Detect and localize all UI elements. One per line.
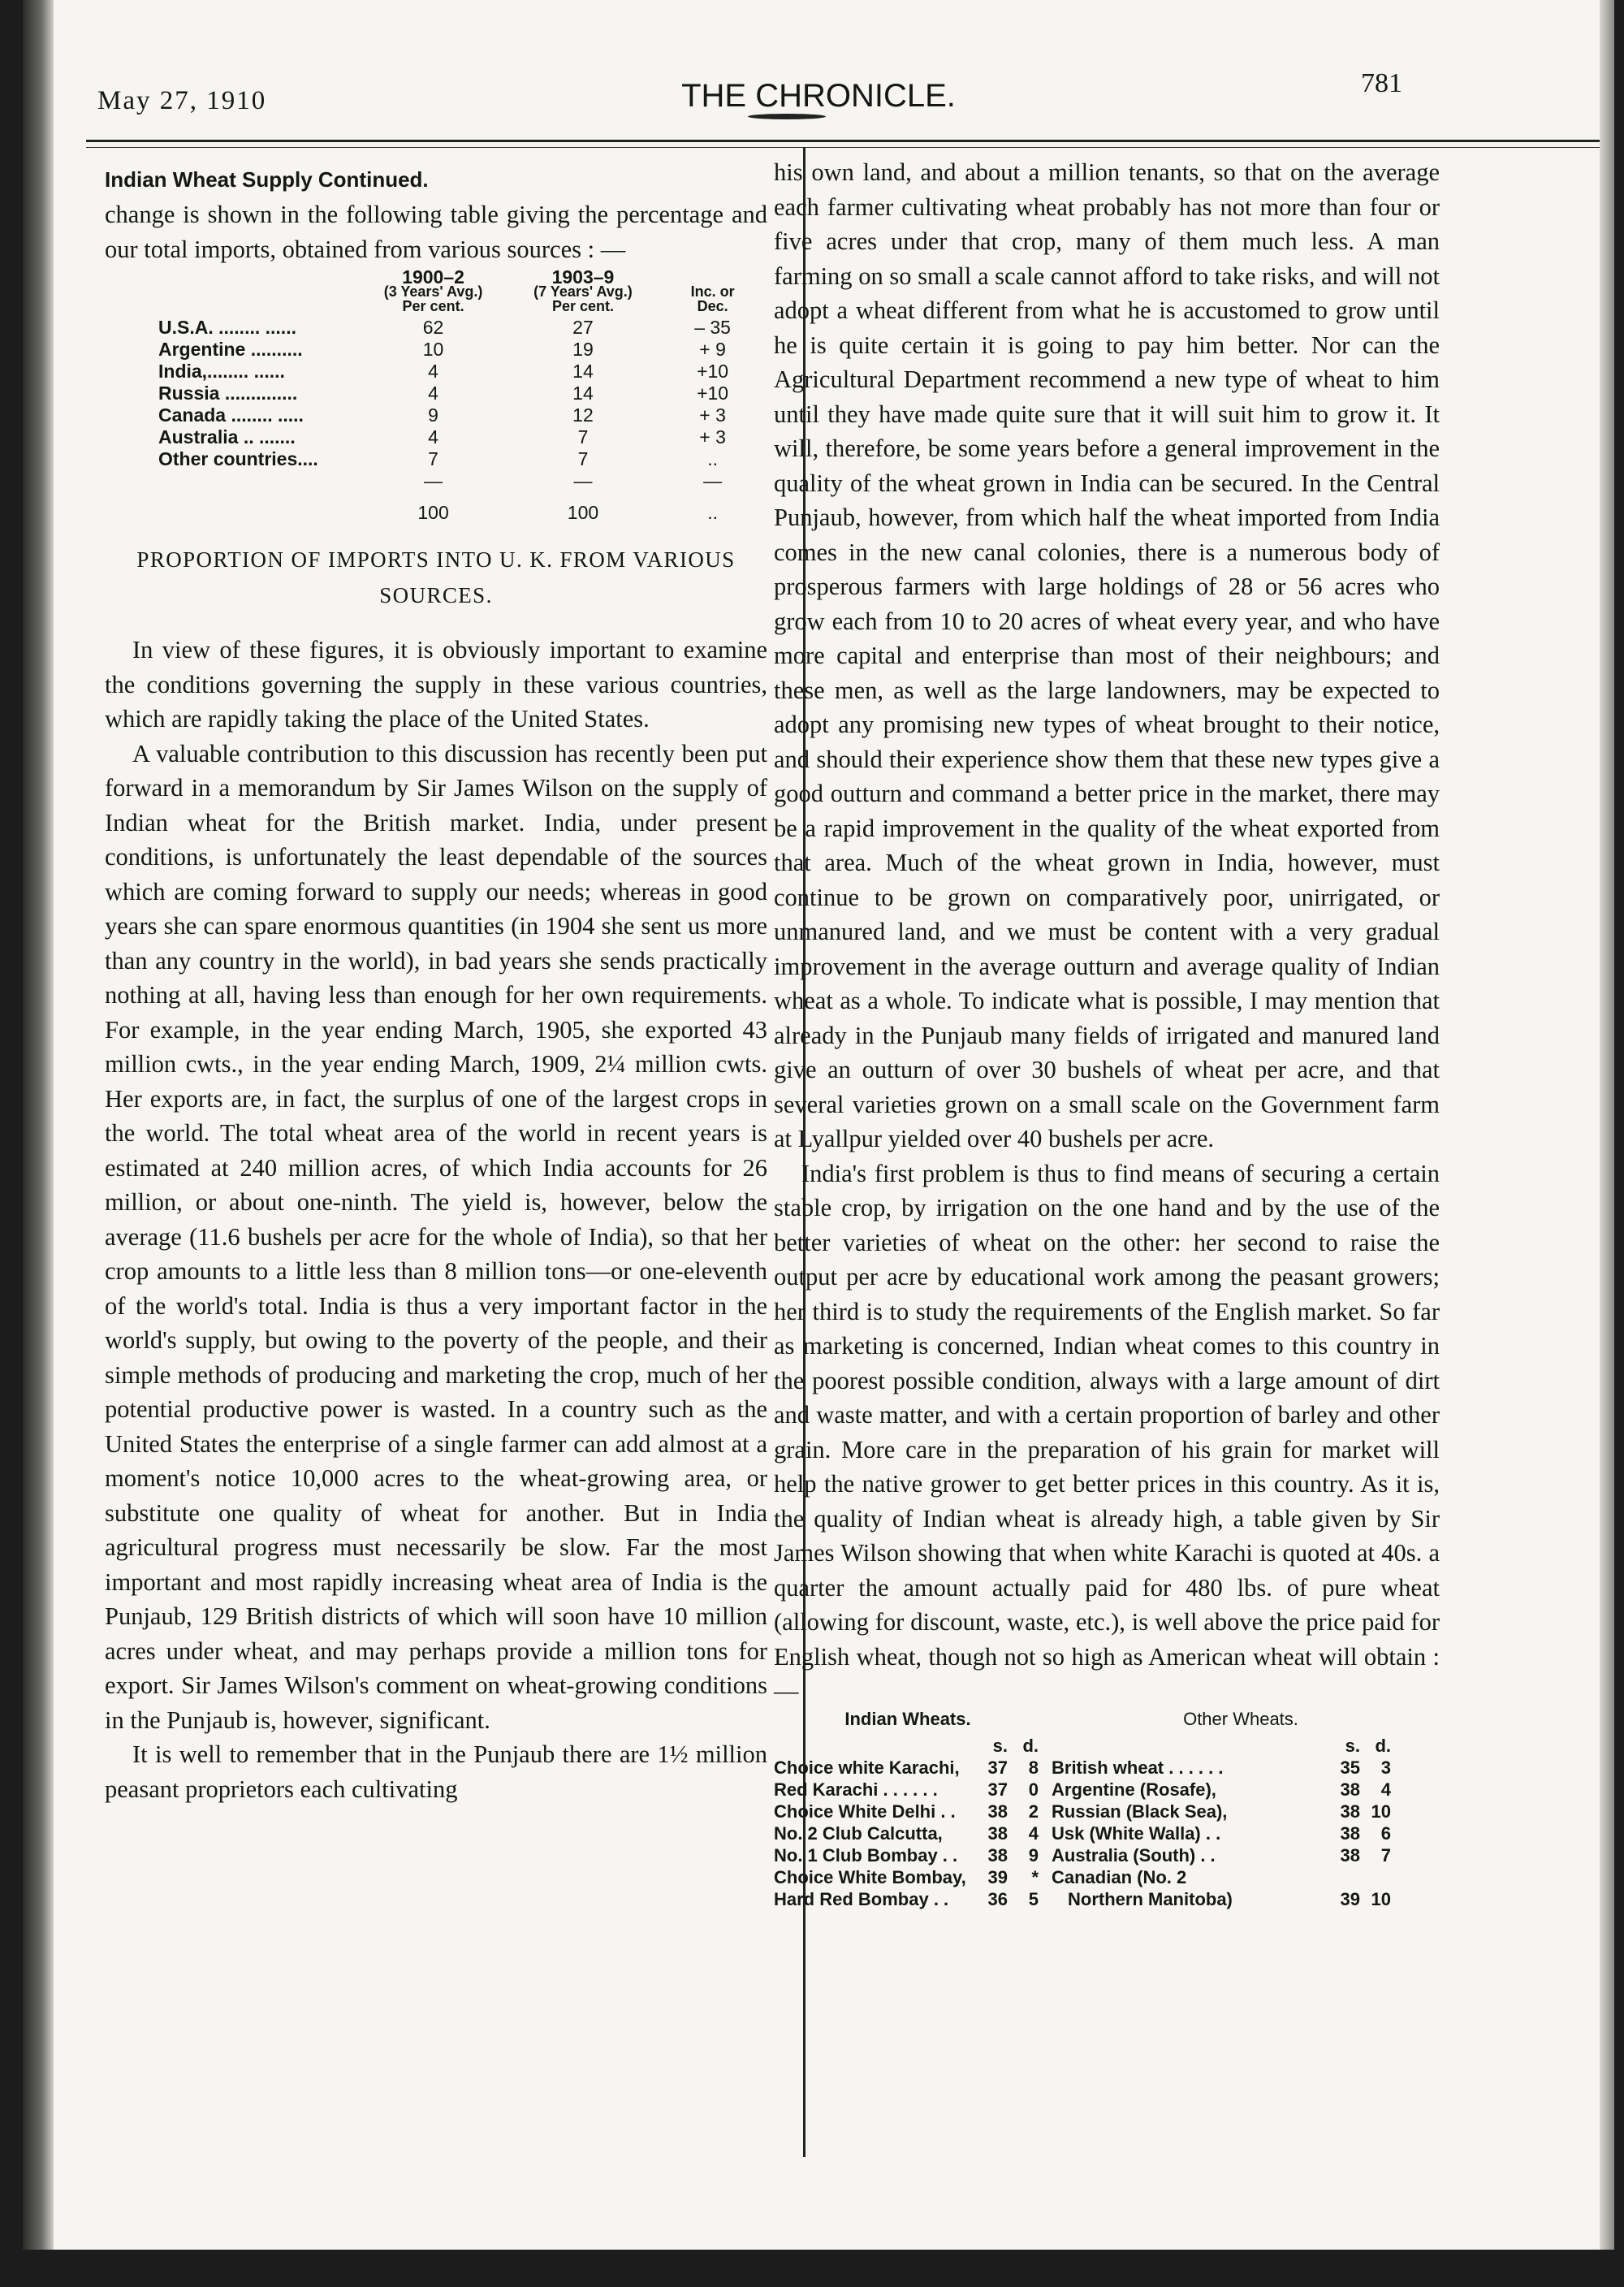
table-rule-row: — — —: [424, 470, 723, 491]
body-paragraph: India's first problem is thus to find means of securing a certain stable crop, by irrigation on the one hand and by the use of the better varieties of wheat on the other: her second to raise the output per acre by educational work among the peasant growers; her third is to study the requirements of the English market. So far as marketing is concerned, Indian wheat comes to this country in the poorest possible condition, always with a large amount of dirt and waste matter, and with a certain proportion of barley and other grain. More care in the preparation of his grain for market will help the native grower to get better prices in this country. As it is, the quality of Indian wheat is already high, a table given by Sir James Wilson showing that when white Karachi is quoted at 40s. a quarter the amount actually paid for 480 lbs. of pure wheat (allowing for discount, waste, etc.), is well above the price paid for English wheat, though not so high as American wheat will obtain : —: [774, 1159, 1440, 1705]
table-row: Choice White Bombay, 39 * Canadian (No. 2: [774, 1866, 1187, 1887]
header-rule: [86, 140, 1600, 142]
body-paragraph: It is well to remember that in the Punjaub there are 1½ million peasant proprietors each cultivating: [105, 1740, 767, 1803]
body-paragraph: A valuable contribution to this discussion has recently been put forward in a memorandum by Sir James Wilson on the supply of Indian wheat for the British market. India, under present conditions, is unfortunately the least dependable of the sources which are coming forward to supply our needs; whereas in good years she can spare enormous quantities (in 1904 she sent us more than any country in the world), in bad years she sends practically nothing at all, having less than enough for her own requirements. For example, in the year ending March, 1905, she exported 43 million cwts., in the year ending March, 1909, 2¼ million cwts. Her exports are, in fact, the surplus of one of the largest crops in the world. The total wheat area of the world in recent years is estimated at 240 million acres, of which India accounts for 26 million, or about one-ninth. The yield is, however, below the average (11.6 bushels per acre for the whole of India), so that her crop amounts to a little less than 8 million tons—or one-eleventh of the world's total. India is thus a very important factor in the world's supply, but owing to the poverty of the people, and their simple methods of producing and marketing the crop, much of her potential productive power is wasted. In a country such as the United States the enterprise of a single farmer can add almost at a moment's notice 10,000 acres to the wheat-growing area, or substitute one quality of wheat for another. But in India agricultural progress must necessarily be slow. Far the most important and most rapidly increasing wheat area of India is the Punjaub, 129 British districts of which will soon have 10 million acres under wheat, and may perhaps provide a million tons for export. Sir James Wilson's comment on wheat-growing conditions in the Punjaub is, however, significant.: [105, 739, 767, 1734]
indian-wheats-heading: Indian Wheats.: [844, 1708, 971, 1729]
table-row: Australia .. ....... 4 7 + 3: [158, 426, 726, 447]
table-row: U.S.A. ........ ...... 62 27 – 35: [158, 317, 731, 338]
masthead-ornament: [748, 114, 826, 119]
column-header: 1900–2 (3 Years' Avg.) Per cent.: [383, 266, 483, 314]
import-percentage-table: [152, 266, 767, 524]
table-row: Choice White Delhi . . 38 2 Russian (Black Sea), 38 10: [774, 1801, 1391, 1822]
table-row: India,........ ...... 4 14 +10: [158, 361, 729, 382]
masthead-title: THE CHRONICLE.: [681, 78, 956, 114]
intro-paragraph: change is shown in the following table giving the percentage and our total imports, obtained from various sources : —: [105, 201, 767, 263]
table-row: Argentine .......... 10 19 + 9: [158, 339, 726, 360]
page-number: 781: [1361, 68, 1402, 98]
body-paragraph: his own land, and about a million tenants, so that on the average each farmer cultivating wheat probably has not more than four or five acres under that crop, many of them much less. A man farming on so small a scale cannot afford to take risks, and will not adopt a wheat different from what he is accustomed to grow until he is quite certain it is going to pay him better. Nor can the Agricultural Department recommend a new type of wheat to him until they have made quite sure that it will suit him to grow it. It will, therefore, be some years before a general improvement in the quality of the wheat grown in India can be secured. In the Central Punjaub, however, from which half the wheat imported from India comes in the new canal colonies, there is a numerous body of prosperous farmers with large holdings of 28 or 56 acres who grow each from 10 to 20 acres of wheat every year, and who have more capital and enterprise than most of their neighbours; and these men, as well as the large landowners, may be expected to adopt any promising new types of wheat brought to their notice, and should their experience show them that these new types give a good outturn and command a better price in the market, there may be a rapid improvement in the quality of the wheat exported from that area. Much of the wheat grown in India, however, must continue to be grown on comparatively poor, unirrigated, or unmanured land, and we must be content with a very gradual improvement in the average outturn and average quality of Indian wheat as a whole. To indicate what is possible, I may mention that already in the Punjaub many fields of irrigated and manured land give an outturn of over 30 bushels of wheat per acre, and that several varieties grown on a small scale on the Government farm at Lyallpur yielded over 40 bushels per acre.: [774, 158, 1440, 1152]
table-row: Canada ........ ..... 9 12 + 3: [158, 404, 726, 426]
body-paragraph: In view of these figures, it is obviously important to examine the conditions governing the supply in these various countries, which are rapidly taking the place of the United States.: [105, 636, 767, 733]
issue-date: May 27, 1910: [97, 86, 267, 115]
page-edge: [1600, 0, 1614, 2250]
price-table-headings: [774, 1709, 1440, 1735]
table-row: No. 1 Club Bombay . . 38 9 Australia (South) . . 38 7: [774, 1844, 1391, 1865]
binding-shadow: [23, 0, 54, 2250]
table-row: Russia .............. 4 14 +10: [158, 383, 729, 404]
table-row: Red Karachi . . . . . . 37 0 Argentine (Rosafe), 38 4: [774, 1779, 1391, 1800]
table-header-row: [152, 270, 767, 317]
table-row: Choice white Karachi, 37 8 British wheat . . . . . . 35 3: [774, 1757, 1391, 1778]
wheat-price-table: [774, 1709, 1440, 1910]
table-row: Other countries.... 7 7 ..: [158, 448, 718, 469]
table-row: No. 2 Club Calcutta, 38 4 Usk (White Walla) . . 38 6: [774, 1822, 1391, 1844]
newspaper-page: [23, 0, 1614, 2250]
column-header: 1903–9 (7 Years' Avg.) Per cent.: [533, 266, 633, 314]
price-rows: [774, 1735, 1397, 1910]
header-rule-thin: [86, 147, 1600, 148]
left-column: [105, 163, 767, 1806]
price-unit-row: s. d. s. d.: [992, 1735, 1391, 1756]
other-wheats-heading: Other Wheats.: [1183, 1708, 1298, 1729]
section-heading: Indian Wheat Supply Continued.: [105, 167, 429, 192]
right-column: [774, 155, 1440, 1910]
table-row: Hard Red Bombay . . 36 5 Northern Manitoba) 39 10: [774, 1888, 1391, 1909]
table-total-row: 100 100 ..: [417, 502, 718, 523]
table-caption: PROPORTION OF IMPORTS INTO U. K. FROM VARIOUS SOURCES.: [136, 547, 736, 607]
column-header: Inc. or Dec.: [690, 283, 735, 314]
